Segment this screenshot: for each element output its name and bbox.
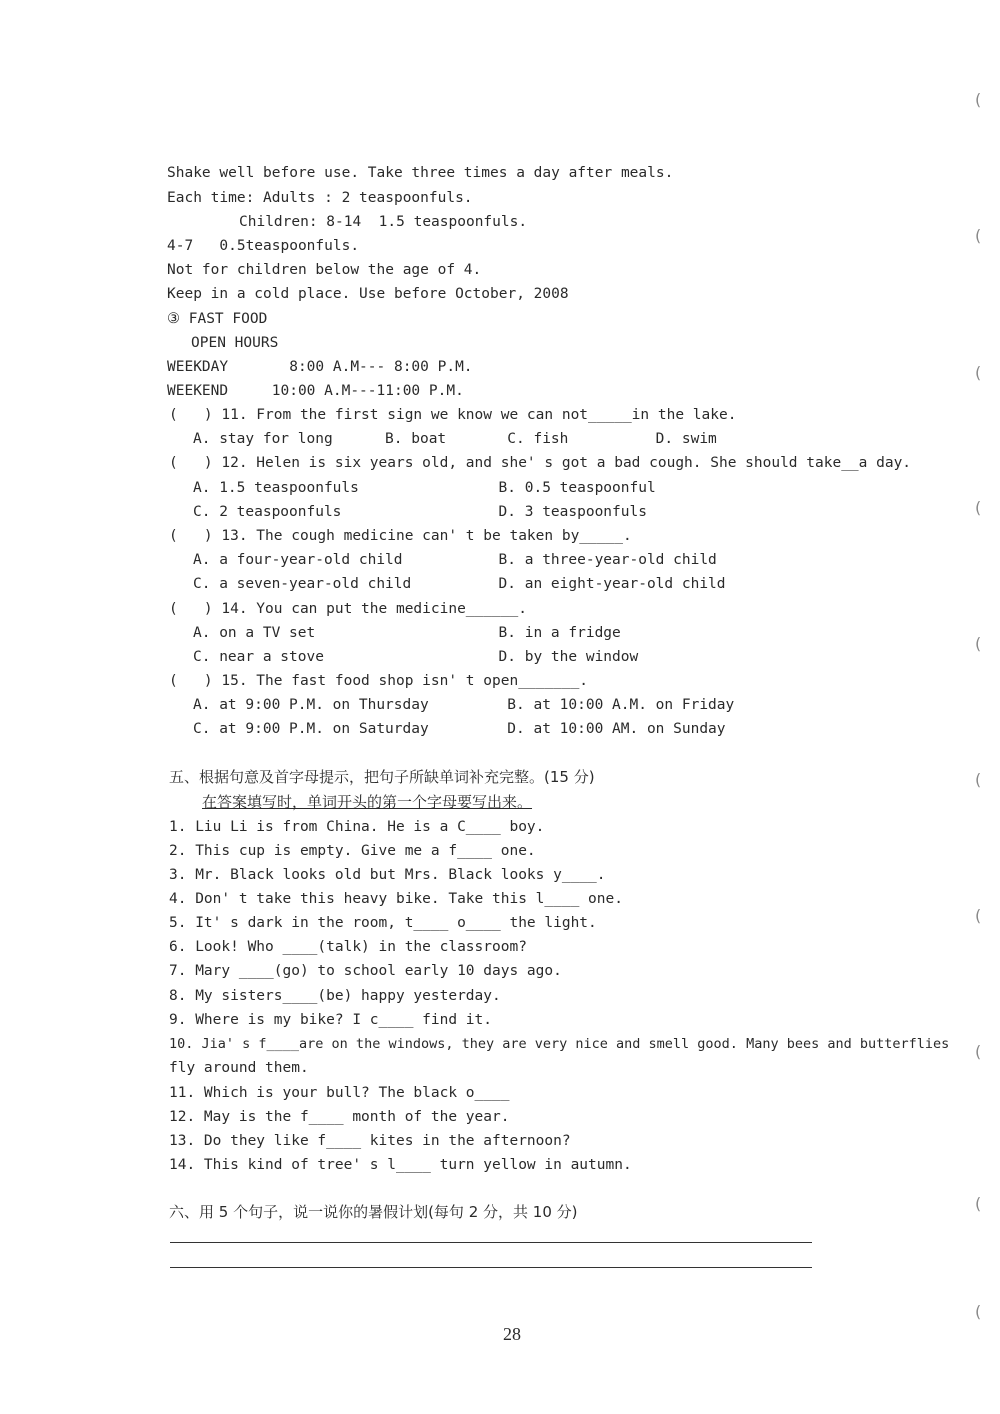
- question-12-options-cd: C. 2 teaspoonfuls D. 3 teaspoonfuls: [193, 504, 647, 520]
- fastfood-title: ③ FAST FOOD: [167, 311, 268, 327]
- fill-item-2: 2. This cup is empty. Give me a f____ one.: [169, 843, 536, 859]
- fill-item-12: 12. May is the f____ month of the year.: [169, 1109, 510, 1125]
- notice-line-4: 4-7 0.5teaspoonfuls.: [167, 238, 360, 254]
- fill-item-14: 14. This kind of tree' s l____ turn yellow in autumn.: [169, 1157, 632, 1173]
- answer-line-1[interactable]: [170, 1242, 812, 1243]
- question-13-options-cd: C. a seven-year-old child D. an eight-year-old child: [193, 576, 726, 592]
- question-11: ( ) 11. From the first sign we know we can not_____in the lake.: [169, 407, 737, 423]
- question-12: ( ) 12. Helen is six years old, and she' s got a bad cough. She should take__a day.: [169, 455, 912, 471]
- binding-hole-mark: (: [975, 90, 982, 109]
- notice-line-1: Shake well before use. Take three times a day after meals.: [167, 165, 674, 181]
- question-14: ( ) 14. You can put the medicine______.: [169, 601, 527, 617]
- question-12-options-ab: A. 1.5 teaspoonfuls B. 0.5 teaspoonful: [193, 480, 656, 496]
- question-14-options-cd: C. near a stove D. by the window: [193, 649, 639, 665]
- fill-item-13: 13. Do they like f____ kites in the afternoon?: [169, 1133, 571, 1149]
- question-11-options: A. stay for long B. boat C. fish D. swim: [193, 431, 717, 447]
- notice-line-3: Children: 8-14 1.5 teaspoonfuls.: [239, 214, 528, 230]
- question-15-options-cd: C. at 9:00 P.M. on Saturday D. at 10:00 AM. on Sunday: [193, 721, 726, 737]
- fill-item-6: 6. Look! Who ____(talk) in the classroom?: [169, 939, 527, 955]
- binding-hole-mark: (: [975, 363, 982, 382]
- fill-item-9: 9. Where is my bike? I c____ find it.: [169, 1012, 493, 1028]
- fill-item-7: 7. Mary ____(go) to school early 10 days ago.: [169, 963, 562, 979]
- question-15-options-ab: A. at 9:00 P.M. on Thursday B. at 10:00 A.M. on Friday: [193, 697, 735, 713]
- fill-item-8: 8. My sisters____(be) happy yesterday.: [169, 988, 501, 1004]
- fastfood-weekday: WEEKDAY 8:00 A.M--- 8:00 P.M.: [167, 359, 473, 375]
- fill-item-4: 4. Don' t take this heavy bike. Take this l____ one.: [169, 891, 623, 907]
- fill-item-11: 11. Which is your bull? The black o____: [169, 1085, 510, 1101]
- page-number: 28: [503, 1324, 521, 1344]
- fill-item-10: 10. Jia' s f____are on the windows, they are very nice and smell good. Many bees and butterflies: [169, 1036, 950, 1052]
- answer-line-2[interactable]: [170, 1267, 812, 1268]
- binding-hole-mark: (: [975, 634, 982, 653]
- binding-hole-mark: (: [975, 906, 982, 925]
- binding-hole-mark: (: [975, 1042, 982, 1061]
- binding-hole-mark: (: [975, 498, 982, 517]
- notice-line-5: Not for children below the age of 4.: [167, 262, 482, 278]
- binding-hole-mark: (: [975, 770, 982, 789]
- notice-line-2: Each time: Adults : 2 teaspoonfuls.: [167, 190, 473, 206]
- section5-heading: 五、根据句意及首字母提示，把句子所缺单词补充完整。(15 分): [169, 768, 595, 786]
- fill-item-5: 5. It' s dark in the room, t____ o____ the light.: [169, 915, 597, 931]
- binding-hole-mark: (: [975, 1302, 982, 1321]
- section5-note: 在答案填写时，单词开头的第一个字母要写出来。: [202, 793, 533, 811]
- fastfood-weekend: WEEKEND 10:00 A.M---11:00 P.M.: [167, 383, 464, 399]
- question-15: ( ) 15. The fast food shop isn' t open_______.: [169, 673, 589, 689]
- question-14-options-ab: A. on a TV set B. in a fridge: [193, 625, 621, 641]
- question-13: ( ) 13. The cough medicine can' t be taken by_____.: [169, 528, 632, 544]
- fill-item-3: 3. Mr. Black looks old but Mrs. Black looks y____.: [169, 867, 606, 883]
- fill-item-10-continued: fly around them.: [169, 1060, 309, 1076]
- binding-hole-mark: (: [975, 226, 982, 245]
- question-13-options-ab: A. a four-year-old child B. a three-year-old child: [193, 552, 717, 568]
- fill-item-1: 1. Liu Li is from China. He is a C____ boy.: [169, 819, 545, 835]
- notice-line-6: Keep in a cold place. Use before October, 2008: [167, 286, 569, 302]
- binding-hole-mark: (: [975, 1194, 982, 1213]
- fastfood-open-hours: OPEN HOURS: [191, 335, 279, 351]
- section6-heading: 六、用 5 个句子，说一说你的暑假计划(每句 2 分，共 10 分): [169, 1203, 578, 1221]
